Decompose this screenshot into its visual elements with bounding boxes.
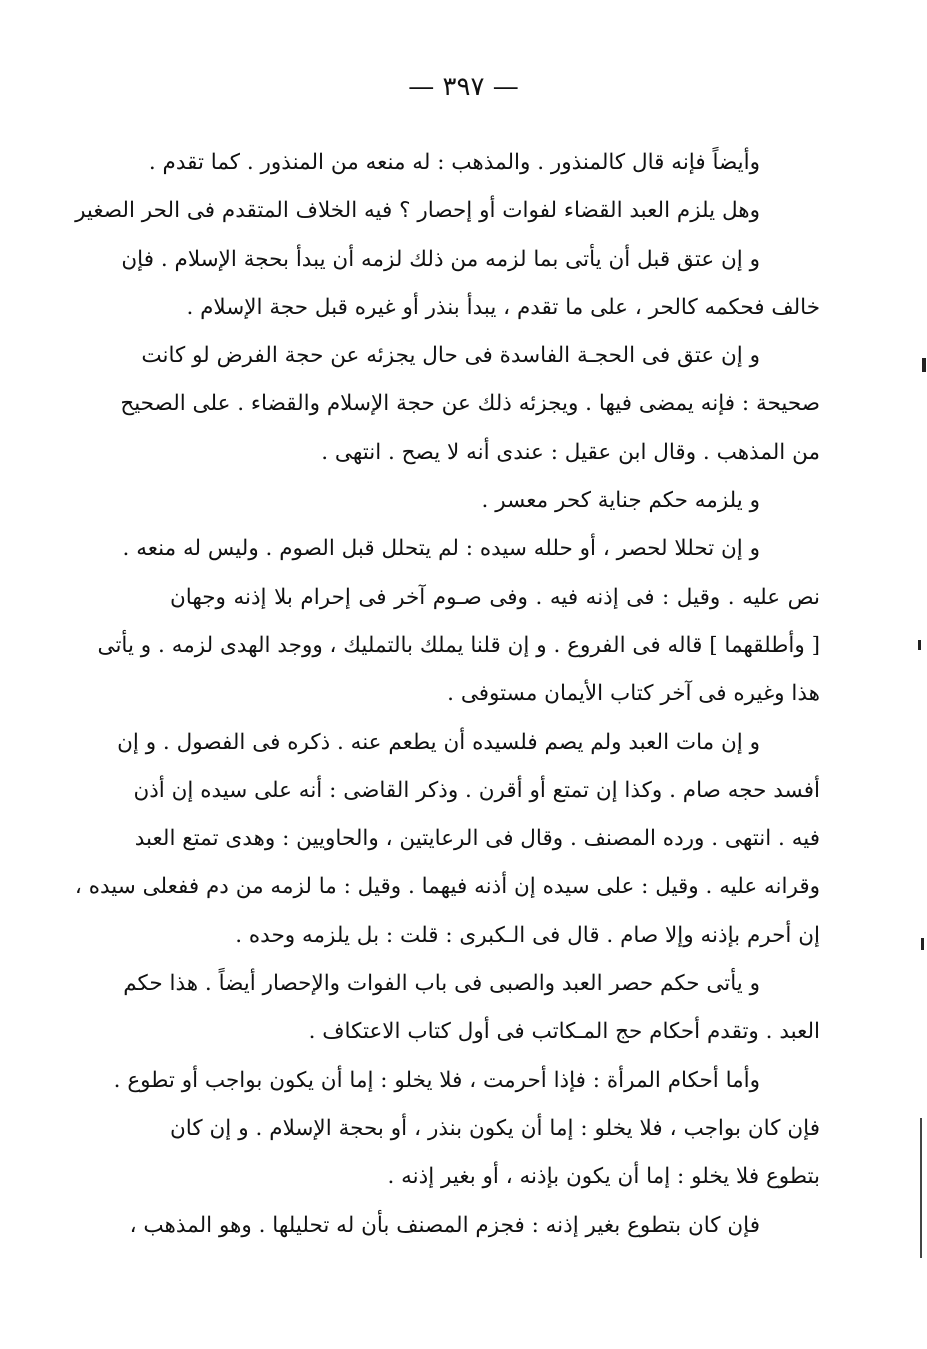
text-line: وهل يلزم العبد القضاء لفوات أو إحصار ؟ فيه الخلاف المتقدم فى الحر الصغير xyxy=(75,198,760,224)
text-line: هذا وغيره فى آخر كتاب الأيمان مستوفى . xyxy=(447,681,820,707)
scan-mark xyxy=(918,640,921,650)
scan-mark xyxy=(921,938,924,950)
text-line: فيه . انتهى . ورده المصنف . وقال فى الرعايتين ، والحاويين : وهدى تمتع العبد xyxy=(134,826,820,852)
text-line: و إن مات العبد ولم يصم فلسيده أن يطعم عنه . ذكره فى الفصول . و إن xyxy=(117,729,760,755)
text-line: وقرانه عليه . وقيل : على سيده إن أذنه فيهما . وقيل : ما لزمه من دم ففعلى سيده ، xyxy=(74,874,820,900)
text-line: و يأتى حكم حصر العبد والصبى فى باب الفوات والإحصار أيضاً . هذا حكم xyxy=(123,971,760,997)
text-line: فإن كان بواجب ، فلا يخلو : إما أن يكون بنذر ، أو بحجة الإسلام . و إن كان xyxy=(170,1115,820,1141)
page-number: — ٣٩٧ — xyxy=(408,72,519,102)
text-line: وأيضاً فإنه قال كالمنذور . والمذهب : له منعه من المنذور . كما تقدم . xyxy=(148,150,760,175)
text-line: صحيحة : فإنه يمضى فيها . ويجزئه ذلك عن حجة الإسلام والقضاء . على الصحيح xyxy=(120,391,820,417)
text-line: إن أحرم بإذنه وإلا صام . قال فى الـكبرى : قلت : بل يلزمه وحده . xyxy=(235,922,820,948)
text-line: و يلزمه حكم جناية كحر معسر . xyxy=(481,488,760,514)
text-line: خالف فحكمه كالحر ، على ما تقدم ، يبدأ بنذر أو غيره قبل حجة الإسلام . xyxy=(186,294,820,320)
text-line: فإن كان بتطوع بغير إذنه : فجزم المصنف بأن له تحليلها . وهو المذهب ، xyxy=(129,1212,760,1238)
text-line: أفسد حجه صام . وكذا إن تمتع أو أقرن . وذكر القاضى : أنه على سيده إن أذن xyxy=(133,777,820,803)
text-line: من المذهب . وقال ابن عقيل : عندى أنه لا يصح . انتهى . xyxy=(321,439,820,465)
text-line: و إن عتق فى الحجـة الفاسدة فى حال يجزئه عن حجة الفرض لو كانت xyxy=(141,343,760,369)
text-line: [ وأطلقهما ] قاله فى الفروع . و إن قلنا يملك بالتمليك ، ووجد الهدى لزمه . و يأتى xyxy=(97,632,820,658)
text-line: وأما أحكام المرأة : فإذا أحرمت ، فلا يخلو : إما أن يكون بواجب أو تطوع . xyxy=(113,1067,760,1093)
text-line: و إن تحللا لحصر ، أو حلله سيده : لم يتحلل قبل الصوم . وليس له منعه . xyxy=(122,536,760,562)
text-line: بتطوع فلا يخلو : إما أن يكون بإذنه ، أو بغير إذنه . xyxy=(387,1164,820,1190)
text-line: نص عليه . وقيل : فى إذنه فيه . وفى صـوم آخر فى إحرام بلا إذنه وجهان xyxy=(170,584,820,610)
scan-mark xyxy=(922,358,926,372)
text-line: و إن عتق قبل أن يأتى بما لزمه من ذلك لزمه أن يبدأ بحجة الإسلام . فإن xyxy=(121,246,760,272)
body-text xyxy=(74,139,820,1250)
scan-edge-line xyxy=(920,1118,922,1258)
text-line: العبد . وتقدم أحكام حج المـكاتب فى أول كتاب الاعتكاف . xyxy=(308,1019,820,1045)
